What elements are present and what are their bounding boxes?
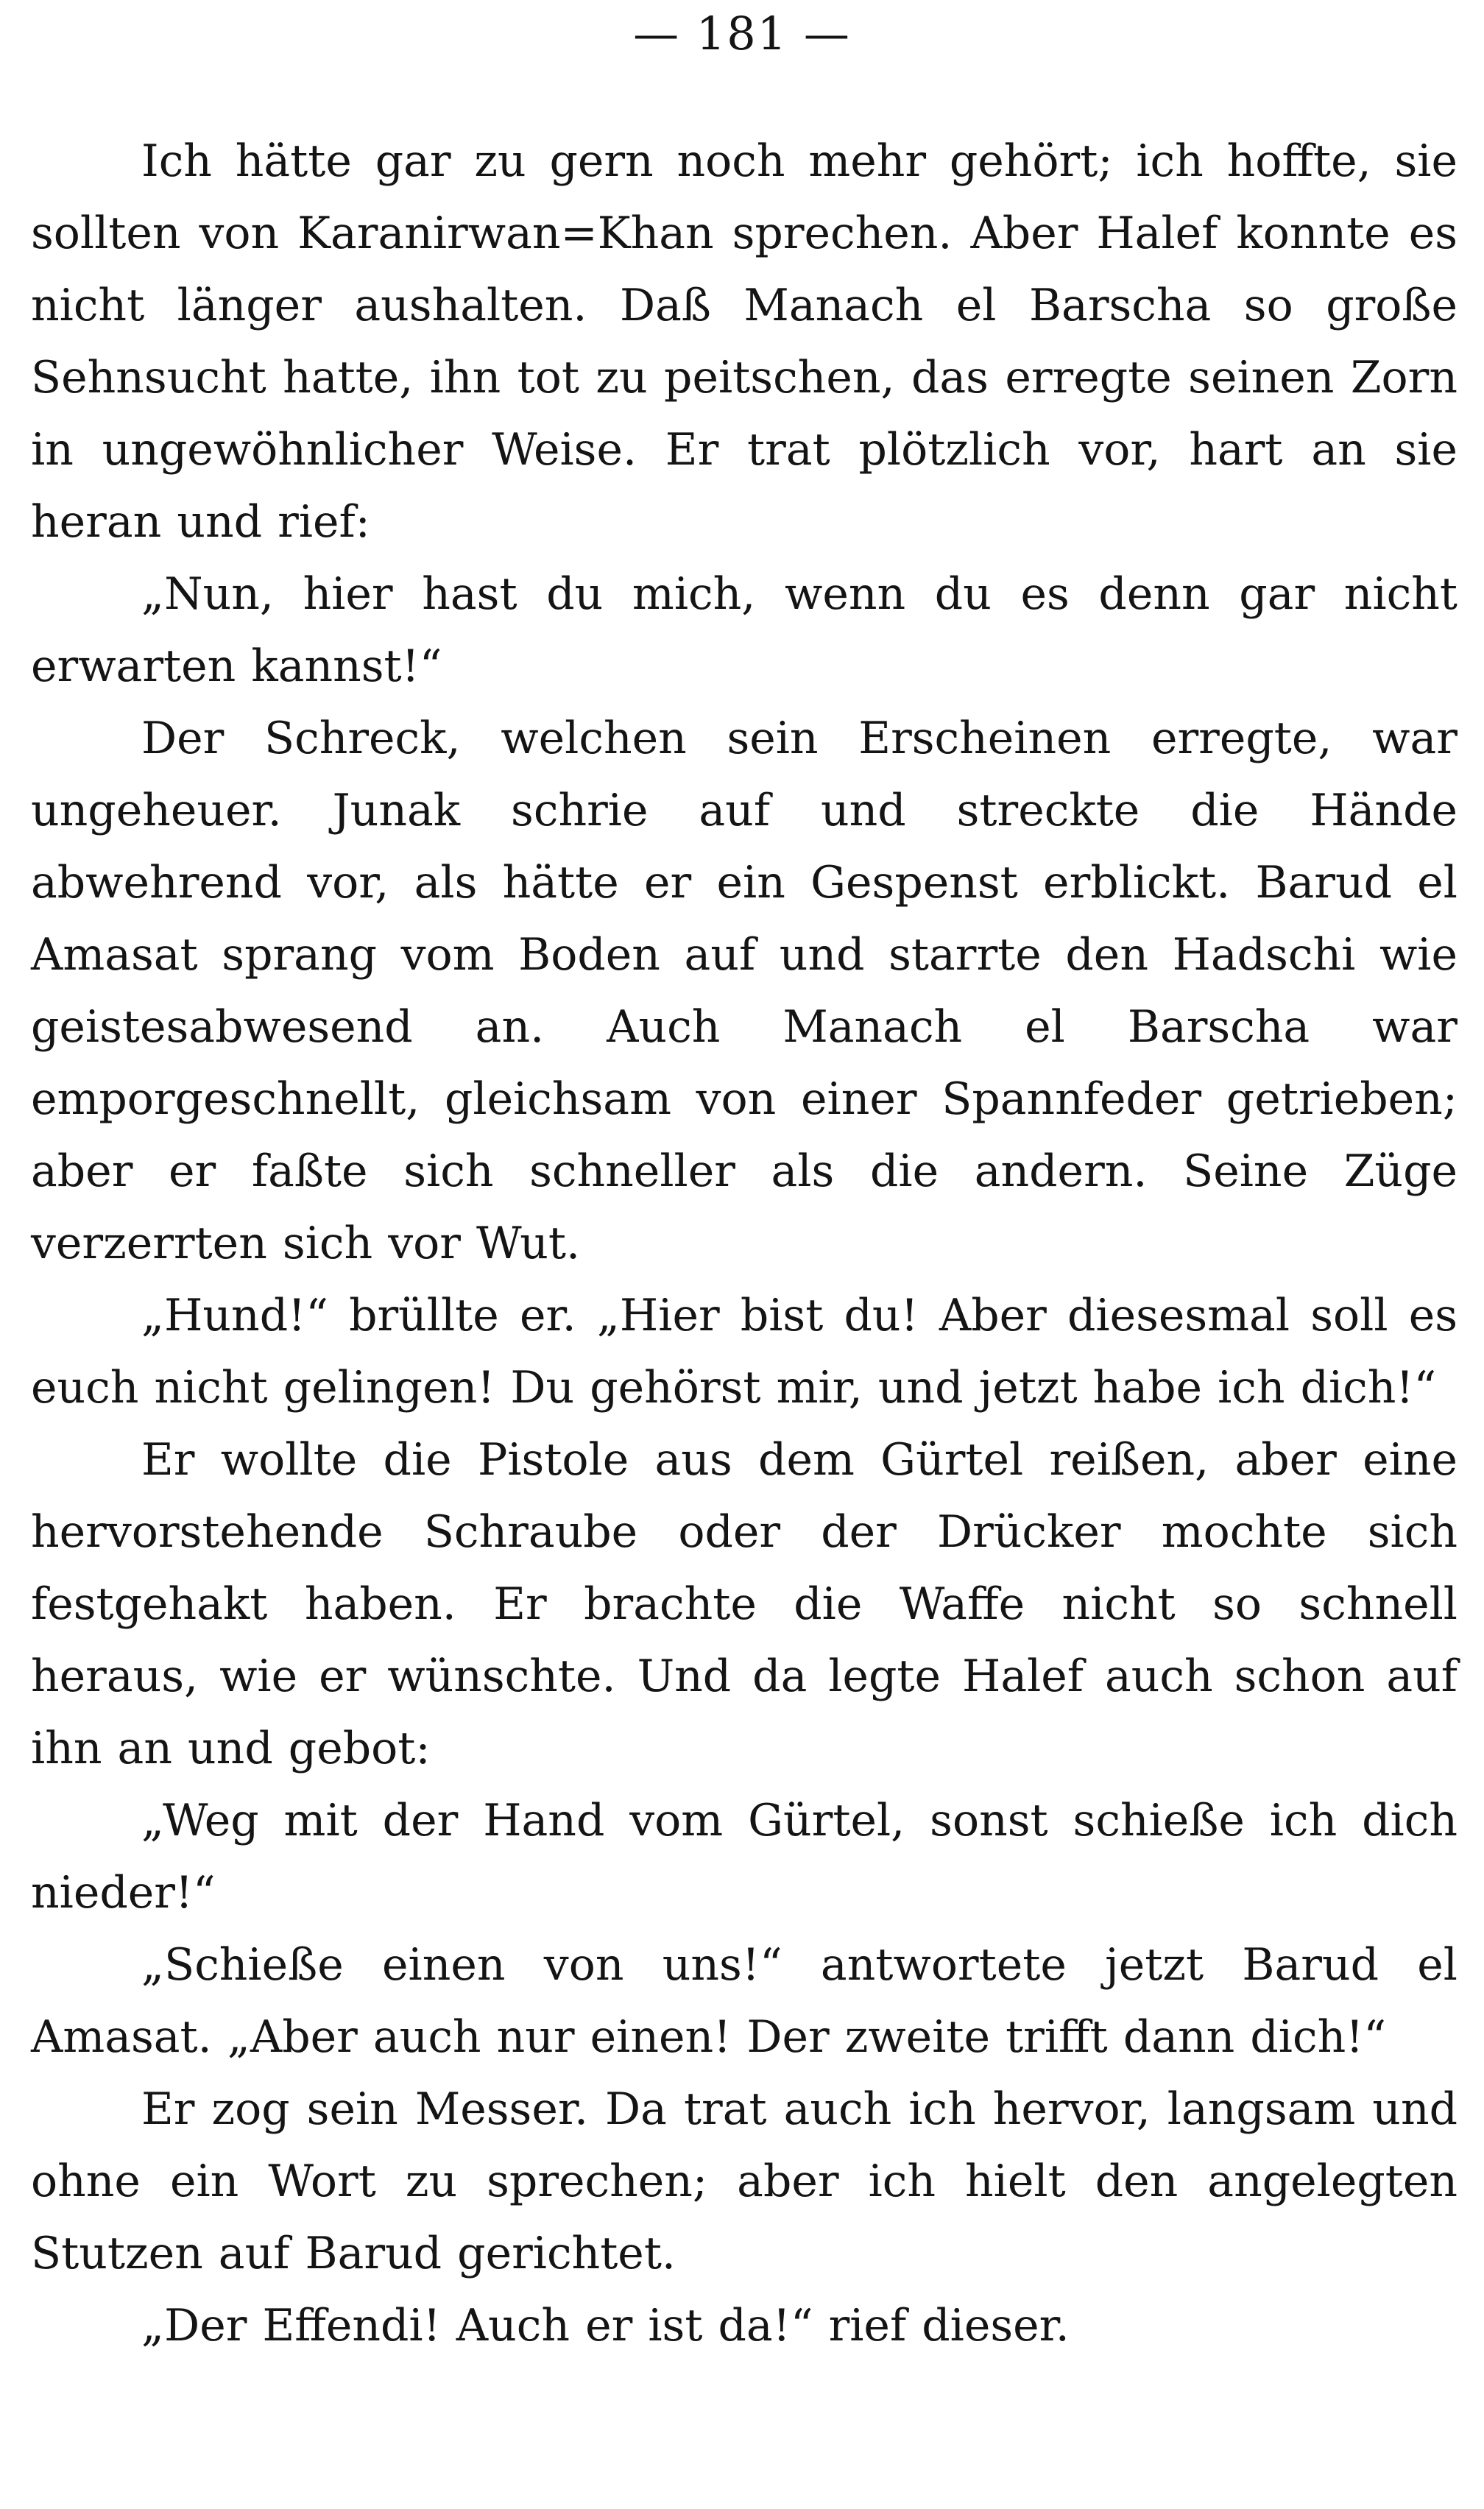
body-text xyxy=(31,125,1458,2362)
paragraph: „Schieße einen von uns!“ antwortete jetzt Barud el Amasat. „Aber auch nur einen! Der zweite trifft dann dich!“ xyxy=(31,1939,1458,2063)
paragraph: Er wollte die Pistole aus dem Gürtel reißen, aber eine hervorstehende Schraube oder der Drücker mochte sich festgehakt haben. Er brachte die Waffe nicht so schnell heraus, wie er wünschte. Und da legte Halef auch schon auf ihn an und gebot: xyxy=(31,1434,1458,1774)
paragraph: Er zog sein Messer. Da trat auch ich hervor, langsam und ohne ein Wort zu sprechen; aber ich hielt den angelegten Stutzen auf Barud gerichtet. xyxy=(31,2083,1458,2279)
page-number: — 181 — xyxy=(633,7,851,60)
paragraph: „Hund!“ brüllte er. „Hier bist du! Aber diesesmal soll es euch nicht gelingen! Du gehörst mir, und jetzt habe ich dich!“ xyxy=(31,1290,1458,1414)
paragraph: „Nun, hier hast du mich, wenn du es denn gar nicht erwarten kannst!“ xyxy=(31,568,1458,692)
paragraph: Der Schreck, welchen sein Erscheinen erregte, war ungeheuer. Junak schrie auf und streckte die Hände abwehrend vor, als hätte er ein Gespenst erblickt. Barud el Amasat sprang vom Boden auf und starrte den Hadschi wie geistesabwesend an. Auch Manach el Barscha war emporgeschnellt, gleichsam von einer Spannfeder getrieben; aber er faßte sich schneller als die andern. Seine Züge verzerrten sich vor Wut. xyxy=(31,713,1458,1269)
paragraph: „Weg mit der Hand vom Gürtel, sonst schieße ich dich nieder!“ xyxy=(31,1795,1458,1919)
paragraph: „Der Effendi! Auch er ist da!“ rief dieser. xyxy=(141,2300,1070,2351)
paragraph: Ich hätte gar zu gern noch mehr gehört; ich hoffte, sie sollten von Karanirwan=Khan sprechen. Aber Halef konnte es nicht länger aushalten. Daß Manach el Barscha so große Sehnsucht hatte, ihn tot zu peitschen, das erregte seinen Zorn in ungewöhnlicher Weise. Er trat plötzlich vor, hart an sie heran und rief: xyxy=(31,135,1458,548)
